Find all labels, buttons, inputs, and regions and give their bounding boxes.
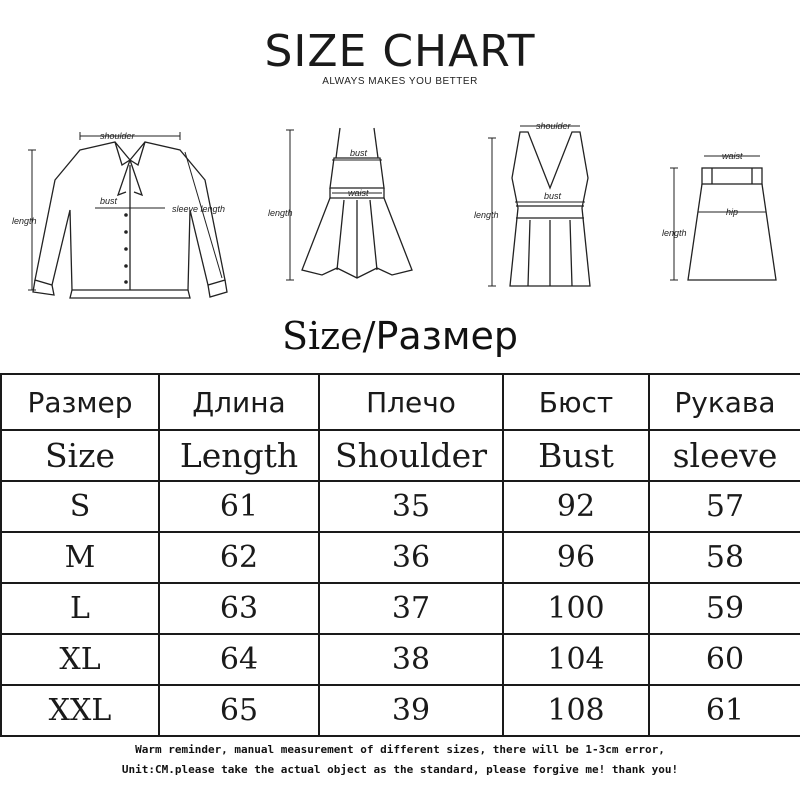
size-table — [0, 373, 800, 737]
table-cell: L — [1, 583, 159, 634]
blouse-sleeve-label: sleeve length — [172, 204, 226, 214]
table-cell: 100 — [503, 583, 649, 634]
dress-length-label: length — [268, 208, 293, 218]
size-heading-ru: Размер — [375, 314, 519, 358]
page-subtitle: ALWAYS MAKES YOU BETTER — [322, 76, 478, 87]
size-heading-en: Size/ — [281, 314, 376, 358]
table-row — [1, 685, 800, 736]
header-row-en — [1, 430, 800, 481]
dress-sketch-icon — [262, 120, 452, 300]
header-cell: Рукава — [649, 374, 800, 430]
header-cell: Bust — [503, 430, 649, 481]
note-line-2: Unit:CM.please take the actual object as the standard, please forgive me! thank you! — [121, 763, 679, 776]
table-cell: 96 — [503, 532, 649, 583]
blouse-bust-label: bust — [100, 196, 118, 206]
table-cell: M — [1, 532, 159, 583]
table-row — [1, 634, 800, 685]
header-cell: sleeve — [649, 430, 800, 481]
header-cell: Длина — [159, 374, 319, 430]
header-cell: Бюст — [503, 374, 649, 430]
size-heading — [0, 314, 800, 359]
table-row — [1, 532, 800, 583]
tank-bust-label: bust — [544, 191, 562, 201]
header-row-ru — [1, 374, 800, 430]
table-cell: 39 — [319, 685, 503, 736]
skirt-length-label: length — [662, 228, 687, 238]
table-cell: 108 — [503, 685, 649, 736]
tank-shoulder-label: shoulder — [536, 121, 571, 131]
table-cell: 57 — [649, 481, 800, 532]
table-cell: 59 — [649, 583, 800, 634]
measurement-note — [0, 740, 800, 780]
table-cell: XXL — [1, 685, 159, 736]
table-cell: XL — [1, 634, 159, 685]
table-cell: 92 — [503, 481, 649, 532]
table-cell: 60 — [649, 634, 800, 685]
table-cell: 104 — [503, 634, 649, 685]
table-cell: 35 — [319, 481, 503, 532]
table-cell: 63 — [159, 583, 319, 634]
header-cell: Length — [159, 430, 319, 481]
table-row — [1, 583, 800, 634]
table-cell: 61 — [159, 481, 319, 532]
note-line-1: Warm reminder, manual measurement of different sizes, there will be 1-3cm error, — [135, 743, 665, 756]
header-cell: Плечо — [319, 374, 503, 430]
table-cell: 36 — [319, 532, 503, 583]
blouse-shoulder-label: shoulder — [100, 131, 135, 141]
blouse-sketch-icon — [10, 120, 250, 310]
tank-top-sketch-icon — [470, 118, 630, 298]
table-cell: 65 — [159, 685, 319, 736]
header-cell: Size — [1, 430, 159, 481]
table-cell: 38 — [319, 634, 503, 685]
table-cell: S — [1, 481, 159, 532]
dress-waist-label: waist — [348, 188, 369, 198]
skirt-waist-label: waist — [722, 151, 743, 161]
skirt-hip-label: hip — [726, 207, 739, 217]
table-cell: 62 — [159, 532, 319, 583]
table-cell: 37 — [319, 583, 503, 634]
table-row — [1, 481, 800, 532]
tank-length-label: length — [474, 210, 499, 220]
header-cell: Размер — [1, 374, 159, 430]
dress-bust-label: bust — [350, 148, 368, 158]
skirt-sketch-icon — [660, 140, 790, 290]
table-cell: 64 — [159, 634, 319, 685]
blouse-length-label: length — [12, 216, 37, 226]
page-title: SIZE CHART — [264, 26, 536, 77]
table-cell: 61 — [649, 685, 800, 736]
header-cell: Shoulder — [319, 430, 503, 481]
table-cell: 58 — [649, 532, 800, 583]
